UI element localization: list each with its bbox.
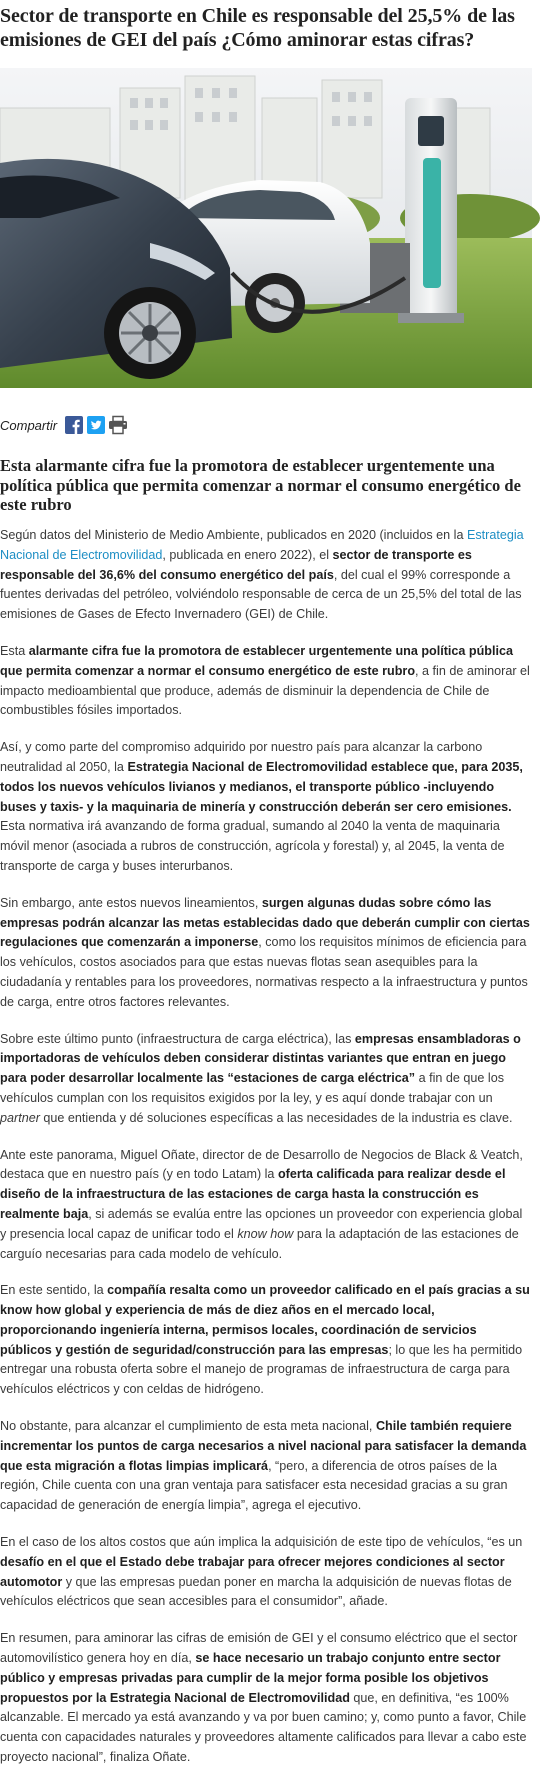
electric-cars-charging-photo <box>0 68 532 388</box>
article-paragraph <box>0 1030 530 1129</box>
paragraph-text: En resumen, para aminorar las cifras de emisión de GEI y el consumo eléctrico que el sector automovilístico genera hoy en día, <box>0 1631 518 1666</box>
paragraph-text: Esta normativa irá avanzando de forma gradual, sumando al 2040 la venta de maquinaria móvil menor (asociada a rubros de construcción, agrícola y forestal) y, al 2045, la venta de transporte de carga y buses interurbanos. <box>0 819 505 873</box>
share-bar <box>0 416 127 434</box>
paragraph-text: , del cual el 99% corresponde a fuentes derivadas del petróleo, volviéndolo responsable de cerca de un 25,5% del total de las emisiones de Gases de Efecto Invernadero (GEI) de Chile. <box>0 567 522 622</box>
paragraph-text: , publicada en enero 2022), el <box>162 547 333 562</box>
article-paragraph <box>0 642 530 721</box>
emphasis-text: alarmante cifra fue la promotora de establecer urgentemente una política pública que permita comenzar a normar el consumo energético de este rubro <box>0 643 513 678</box>
italic-text: know how <box>237 1226 294 1241</box>
print-icon[interactable] <box>109 416 127 434</box>
paragraph-text: Ante este panorama, Miguel Oñate, director de de Desarrollo de Negocios de Black & Veatch, destaca que en nuestro país (y en todo Latam) la <box>0 1147 523 1182</box>
paragraph-text: , “pero, a diferencia de otros países de la región, Chile cuenta con una gran ventaja para satisfacer esta necesidad gracias a su gran capacidad de generación de energía limpia”, agrega el ejecutivo. <box>0 1458 508 1513</box>
article-paragraph <box>0 1629 530 1768</box>
article-paragraph <box>0 1533 530 1612</box>
paragraph-text: para la adaptación de las estaciones de carguío necesarias para cada modelo de vehículo. <box>0 1226 519 1261</box>
emphasis-text: oferta calificada para realizar desde el diseño de la infraestructura de las estaciones de carga hasta la construcción es realmente baja <box>0 1167 506 1221</box>
twitter-icon[interactable] <box>87 416 105 434</box>
article-body <box>0 526 530 1785</box>
emphasis-text: se hace necesario un trabajo conjunto entre sector público y empresas privadas para cumplir de la mejor forma posible los objetivos propuestos por la Estrategia Nacional de Electromovilidad <box>0 1651 501 1705</box>
emphasis-text: Estrategia Nacional de Electromovilidad establece que, para 2035, todos los nuevos vehículos livianos y medianos, el transporte público -incluyendo buses y taxis- y la maquinaria de minería y construcción deberán ser cero emisiones. <box>0 759 523 814</box>
emphasis-text: compañía resalta como un proveedor calificado en el país gracias a su know how global y experiencia de más de diez años en el mercado local, proporcionando ingeniería interna, permisos locales, coordinación de servicios públicos y gestión de seguridad/construcción para las empresas <box>0 1283 530 1357</box>
paragraph-text: Esta <box>0 643 29 658</box>
inline-link[interactable]: Estrategia Nacional de Electromovilidad <box>0 528 524 562</box>
paragraph-text: que entienda y dé soluciones específicas a las necesidades de la industria es clave. <box>39 1110 513 1125</box>
emphasis-text: desafío en el que el Estado debe trabajar para ofrecer mejores condiciones al sector automotor <box>0 1554 505 1589</box>
article-paragraph <box>0 526 530 625</box>
paragraph-text: y que las empresas puedan poner en marcha la adquisición de nuevas flotas de vehículos eléctricos que sean accesibles para el consumidor”, añade. <box>0 1574 512 1609</box>
facebook-icon[interactable] <box>65 416 83 434</box>
hero-image <box>0 68 532 388</box>
share-label: Compartir <box>0 417 58 433</box>
emphasis-text: Chile también requiere incrementar los puntos de carga necesarios a nivel nacional para satisfacer la demanda que esta migración a flotas limpias implicará <box>0 1419 527 1473</box>
paragraph-text: , a fin de aminorar el impacto medioambiental que produce, además de disminuir la dependencia de Chile de combustibles fósiles importados. <box>0 663 530 718</box>
paragraph-text: que, en definitiva, “es 100% alcanzable. El mercado ya está avanzando y va por buen camino; y, como punto a favor, Chile cuenta con capacidades naturales y proveedores altamente calificados para llevar a cabo este proyecto nacional”, finaliza Oñate. <box>0 1690 527 1765</box>
emphasis-text: sector de transporte es responsable del 36,6% del consumo energético del país <box>0 547 472 582</box>
paragraph-text: En este sentido, la <box>0 1283 108 1298</box>
paragraph-text: Según datos del Ministerio de Medio Ambiente, publicados en 2020 (incluidos en la <box>0 528 467 542</box>
paragraph-text: No obstante, para alcanzar el cumplimiento de esta meta nacional, <box>0 1419 376 1434</box>
paragraph-text: Así, y como parte del compromiso adquirido por nuestro país para alcanzar la carbono neutralidad al 2050, la <box>0 740 483 774</box>
article-title: Sector de transporte en Chile es responsable del 25,5% de las emisiones de GEI del país ¿Cómo aminorar estas cifras? <box>0 5 515 51</box>
article-lead: Esta alarmante cifra fue la promotora de establecer urgentemente una política pública que permita comenzar a normar el consumo energético de este rubro <box>0 456 521 514</box>
emphasis-text: surgen algunas dudas sobre cómo las empresas podrán alcanzar las metas establecidas dado que deberán cumplir con ciertas regulaciones que comenzarán a imponerse <box>0 895 530 950</box>
italic-text: partner <box>0 1110 40 1125</box>
paragraph-text: , si además se evalúa entre las opciones un proveedor con experiencia global y presencia local capaz de unificar todo el <box>0 1206 523 1241</box>
article-paragraph <box>0 738 530 877</box>
article-paragraph <box>0 894 530 1013</box>
paragraph-text: ; lo que les ha permitido entregar una robusta oferta sobre el manejo de programas de infraestructura de carga para vehículos eléctricos y con celdas de hidrógeno. <box>0 1342 523 1397</box>
article-paragraph <box>0 1146 530 1265</box>
paragraph-text: , como los requisitos mínimos de eficiencia para los vehículos, costos asociados para que estas nuevas flotas sean asequibles para la ciudadanía y rentables para los proveedores, normativas respecto a la infraestructura y puntos de carga, entre otros factores relevantes. <box>0 935 528 1009</box>
paragraph-text: Sobre este último punto (infraestructura de carga eléctrica), las <box>0 1031 355 1046</box>
emphasis-text: empresas ensambladoras o importadoras de vehículos deben considerar distintas variantes que entran en juego para poder desarrollar localmente las “estaciones de carga eléctrica” <box>0 1031 521 1086</box>
paragraph-text: a fin de que los vehículos cumplan con los requisitos exigidos por la ley, y es aquí donde trabajar con un <box>0 1071 505 1105</box>
article-paragraph <box>0 1417 530 1516</box>
paragraph-text: En el caso de los altos costos que aún implica la adquisición de este tipo de vehículos, “es un <box>0 1535 523 1550</box>
paragraph-text: Sin embargo, ante estos nuevos lineamientos, <box>0 895 262 910</box>
article-paragraph <box>0 1281 530 1400</box>
